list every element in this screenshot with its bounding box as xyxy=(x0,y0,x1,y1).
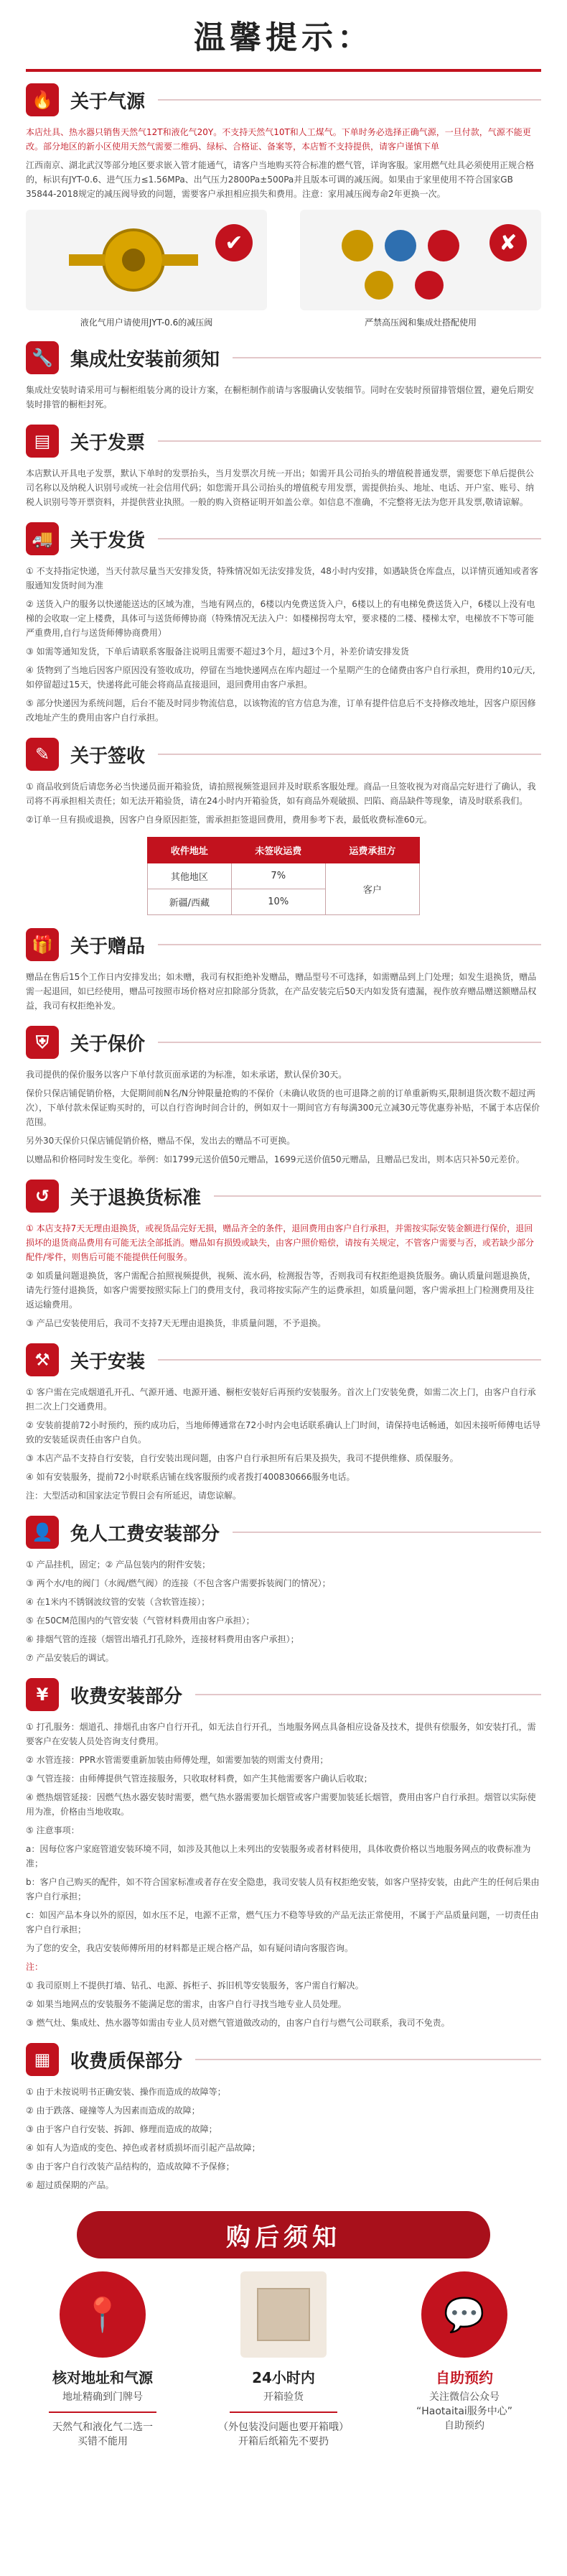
wechat-icon: 💬 xyxy=(421,2271,507,2358)
warranty-item: ③ 由于客户自行安装、拆卸、修理而造成的故障； xyxy=(26,2124,217,2134)
warranty-item: ④ 如有人为造成的变色、掉色或者材质损坏而引起产品故障； xyxy=(26,2143,261,2153)
tip-note: 自助预约 xyxy=(444,2420,484,2432)
section-rule xyxy=(158,538,541,539)
section-rule xyxy=(158,754,541,755)
correct-regulator-caption: 液化气用户请使用JYT-0.6的减压阀 xyxy=(80,318,213,328)
wrong-regulator-caption: 严禁高压阀和集成灶搭配使用 xyxy=(364,318,477,328)
paid-install-item: ③ 燃气灶、集成灶、热水器等如需由专业人员对燃气管道做改动的，由客户自行与燃气公司联系，我司不免责。 xyxy=(26,2018,450,2028)
tip-note: （外包装没问题也要开箱哦） 开箱后纸箱先不要扔 xyxy=(218,2422,349,2447)
tip-booking xyxy=(382,2271,547,2449)
page-title: 温馨提示： xyxy=(194,19,373,56)
tip-note: 天然气和液化气二选一 买错不能用 xyxy=(52,2422,153,2447)
paid-install-title: 收费安装部分 xyxy=(70,1685,183,1708)
section-rule xyxy=(158,1042,541,1043)
tip-inspect xyxy=(201,2271,366,2449)
paid-install-item: ② 水管连接：PPR水管需要重新加装由师傅处理，如需要加装的则需支付费用； xyxy=(26,1755,329,1765)
returns-item: ③ 产品已安装使用后，我司不支持7天无理由退换货，非质量问题，不予退换。 xyxy=(26,1318,327,1328)
shipping-section xyxy=(0,522,567,725)
signing-section-header xyxy=(26,738,541,771)
paid-install-note-label: 注： xyxy=(26,1962,44,1972)
install-section-header xyxy=(26,1343,541,1376)
coin-icon: ¥ xyxy=(26,1678,59,1711)
gas-section-header xyxy=(26,83,541,116)
install-note: 注：大型活动和国家法定节假日会有所延迟，请您谅解。 xyxy=(26,1491,242,1501)
regulator-images xyxy=(26,210,541,328)
free-install-title: 免人工费安装部分 xyxy=(70,1523,220,1545)
free-install-item: ① 产品挂机，固定；② 产品包装内的附件安装； xyxy=(26,1560,211,1570)
shipping-item: ③ 如需等通知发货，下单后请联系客服备注说明且需要不超过3个月，超过3个月，补差价请安排发货 xyxy=(26,647,409,657)
after-purchase-banner xyxy=(77,2211,490,2258)
box-icon xyxy=(257,2288,310,2341)
section-rule xyxy=(214,1195,541,1197)
wrench-icon: 🔧 xyxy=(26,341,59,374)
gift-section-header xyxy=(26,928,541,961)
warranty-item: ⑤ 由于客户自行改装产品结构的，造成故障不予保修； xyxy=(26,2162,235,2172)
wrong-regulator-image xyxy=(300,210,541,310)
shipping-item: ④ 货物到了当地后因客户原因没有签收成功，停留在当地快递网点在库内超过一个星期产生的仓储费由客户自行承担，费用约10元/天,如停留超过15天，快递将此可能会将商品直接退回，退回费用由客户承担。 xyxy=(26,665,535,690)
table-cell: 其他地区 xyxy=(148,863,232,889)
tools-icon: ⚒ xyxy=(26,1343,59,1376)
person-icon: 👤 xyxy=(26,1516,59,1549)
returns-title: 关于退换货标准 xyxy=(70,1187,202,1209)
returns-item: ② 如质量问题退换货，客户需配合拍照视频提供，视频、流水码，检测报告等，否则我司有权拒绝退换货服务。确认质量问题退换货，请先行签付退换货，如客户需要按照实际上门的费用支付，我司将按实际产生的运费承担，如质量问题，客户需承担上门检测费用及往返运输费用。 xyxy=(26,1271,536,1310)
price-paragraph: 以赠品和价格同时发生变化。举例：如1799元送价值50元赠品，1699元送价值50元赠品，且赠品已发出，则本店只补50元差价。 xyxy=(26,1154,525,1164)
tip-title: 24小时内 xyxy=(252,2369,315,2386)
shield-icon: ⛨ xyxy=(26,1026,59,1059)
truck-icon: 🚚 xyxy=(26,522,59,555)
location-pin-icon: 📍 xyxy=(60,2271,146,2358)
warranty-item: ① 由于未按说明书正确安装、操作而造成的故障等； xyxy=(26,2087,226,2097)
install-section xyxy=(0,1343,567,1503)
paid-warranty-title: 收费质保部分 xyxy=(70,2050,183,2072)
install-item: ② 安装前提前72小时预约，预约成功后，当地师傅通常在72小时内会电话联系确认上门时间，请保持电话畅通，如因未接听师傅电话导致的安装延误责任由客户自负。 xyxy=(26,1420,541,1445)
paid-install-item: ④ 燃热烟管延接：因燃气热水器安装时需要，燃气热水器需要加长烟管或客户需要加装延长烟管，费用由客户自行承担。烟管以实际使用为准，价格由当地收取。 xyxy=(26,1792,536,1817)
paid-install-header xyxy=(26,1678,541,1711)
signing-title: 关于签收 xyxy=(70,745,146,767)
section-rule xyxy=(233,357,541,358)
paid-install-item: ② 如果当地网点的安装服务不能满足您的需求，由客户自行寻找当地专业人员处理。 xyxy=(26,1999,347,2009)
returns-item: ① 本店支持7天无理由退换货，或视货品完好无损，赠品齐全的条件，退回费用由客户自行承担，并需按实际安装金额进行保价，退回损坏的退货商品费用有可能无法全部抵消。赠品如有损毁或缺失，由客户照价赔偿，请按有关规定，不管客户需要与否，或若缺少部分配件/零件，则售后可能不能提供任何服务。 xyxy=(26,1223,535,1262)
shipping-item: ② 送货入户的服务以快递能送达的区域为准，当地有网点的，6楼以内免费送货入户，6楼以上的有电梯免费送货入户，6楼以上没有电梯的会收取一定上楼费，具体可与送货师傅协商（特殊情况无法入户：如楼梯拐弯太窄，要求楼的二楼、楼梯太窄，电梯放不下等可能严重费用,自行与送货师傅协商费用） xyxy=(26,599,535,638)
price-paragraph: 保价只保店铺促销价格，大促期间前N名/N分钟限量抢购的不保价（未确认收货的也可退降之前的订单重新购买,限制退货次数不超过两次），下单付款未保证购买时的，可以自行咨询时间合计的，例如双十一期间官方有每满300元立减30元等优惠券补贴，不属于本店保价范围。 xyxy=(26,1088,540,1127)
signing-item: ②订单一旦有损或退换，因客户自身原因拒签，需承担拒签退回费用，费用参考下表，最低收费标准60元。 xyxy=(26,815,433,825)
gas-paragraph-1: 本店灶具、热水器只销售天然气12T和液化气20Y。不支持天然气10T和人工煤气。下单时务必选择正确气源，一旦付款，气源不能更改。部分地区的新小区使用天然气需要二维码、绿标、合格证、备案等，本店暂不支持提供，请客户谨慎下单 xyxy=(26,127,531,152)
paid-install-section xyxy=(0,1678,567,2030)
paid-install-item: c：如因产品本身以外的原因，如水压不足，电源不正常，燃气压力不稳等导致的产品无法正常使用，不属于产品质量问题，一切责任由客户自行承担； xyxy=(26,1910,539,1935)
price-title: 关于保价 xyxy=(70,1033,146,1055)
returns-section-header xyxy=(26,1180,541,1213)
cross-icon: ✘ xyxy=(489,224,527,261)
section-rule xyxy=(158,440,541,442)
price-paragraph: 另外30天保价只保店铺促销价格，赠品不保，发出去的赠品不可更换。 xyxy=(26,1136,296,1146)
free-install-item: ⑤ 在50CM范围内的气管安装（气管材料费用由客户承担）； xyxy=(26,1616,255,1626)
free-install-header xyxy=(26,1516,541,1549)
signing-section xyxy=(0,738,567,915)
paid-install-item: a：因每位客户家庭管道安装环境不同，如涉及其他以上未列出的安装服务或者材料使用，具体收费价格以当地服务网点的收费标准为准； xyxy=(26,1844,531,1868)
price-protection-section xyxy=(0,1026,567,1167)
header-divider xyxy=(26,69,541,72)
paid-install-item: ③ 气管连接：由师傅提供气管连接服务，只收取材料费，如产生其他需要客户确认后收取； xyxy=(26,1774,372,1784)
gas-title: 关于气源 xyxy=(70,91,146,113)
integrated-section xyxy=(0,341,567,412)
paid-warranty-section xyxy=(0,2043,567,2192)
warranty-item: ⑥ 超过质保期的产品。 xyxy=(26,2180,114,2190)
after-purchase-tips xyxy=(0,2271,567,2449)
table-cell: 客户 xyxy=(325,863,419,915)
warranty-item: ② 由于跌落、碰撞等人为因素而造成的故障； xyxy=(26,2105,200,2116)
paid-install-item: 为了您的安全，我店安装师傅所用的材料都是正规合格产品，如有疑问请向客服咨询。 xyxy=(26,1943,354,1953)
integrated-paragraph: 集成灶安装时请采用可与橱柜组装分离的设计方案，在橱柜制作前请与客服确认安装细节。同时在安装时预留排管烟位置，避免后期安装时排管的橱柜封死。 xyxy=(26,385,535,409)
shipping-item: ⑤ 部分快递因为系统问题，后台不能及时同步物流信息，以该物流的官方信息为准，订单有提件信息后不支持修改地址，因客户原因修改地址产生的费用由客户自行承担。 xyxy=(26,698,536,723)
free-install-section xyxy=(0,1516,567,1665)
paid-install-item: ① 打孔服务：烟道孔、排烟孔由客户自行开孔，如无法自行开孔，当地服务网点具备相应设备及技术，提供有偿服务，如安装打孔，需要客户在安装人员处咨询支付费用。 xyxy=(26,1722,536,1746)
shipping-section-header xyxy=(26,522,541,555)
gift-title: 关于赠品 xyxy=(70,935,146,958)
table-header: 收件地址 xyxy=(148,838,232,863)
table-header: 未签收运费 xyxy=(231,838,325,863)
free-install-item: ⑥ 排烟气管的连接（烟管出墙孔打孔除外，连接材料费用由客户承担）； xyxy=(26,1634,299,1644)
tip-subtitle: 关注微信公众号 “Haotaitai服务中心” xyxy=(416,2391,513,2417)
clipboard-icon: ▦ xyxy=(26,2043,59,2076)
invoice-section xyxy=(0,425,567,509)
gift-section xyxy=(0,928,567,1013)
wrong-regulator xyxy=(300,210,541,328)
free-install-item: ⑦ 产品安装后的调试。 xyxy=(26,1653,114,1663)
shipping-item: ① 不支持指定快递，当天付款尽量当天安排发货，特殊情况如无法安排发货，48小时内安排，如遇缺货仓库盘点，以详情页通知或者客服通知发货时间为准 xyxy=(26,566,538,590)
tip-title: 核对地址和气源 xyxy=(52,2369,153,2386)
invoice-paragraph: 本店默认开具电子发票，默认下单时的发票抬头，当月发票次月统一开出；如需开具公司抬头的增值税普通发票，需要您下单后提供公司名称以及纳税人识别号或统一社会信用代码；如您需开具公司抬头的增值税专用发票，需提供抬头、地址、电话、开户室、账号、纳税人识别号等开票资料，并提供营业执照。一般的购入资格证明开如盖公章。如信息不准确，不完整将无法为您开具发票,敬请谅解。 xyxy=(26,468,535,507)
after-purchase-title: 购后须知 xyxy=(226,2223,341,2252)
table-cell: 10% xyxy=(231,889,325,915)
signing-item: ① 商品收到货后请您务必当快递员面开箱验货，请拍照视频签退回并及时联系客服处理。商品一旦签收视为对商品完好进行了确认，我司将不再承担相关责任；如无法开箱验货，请在24小时内开箱验货，如有商品外观破损、凹陷、商品缺件等现象，请及时联系我们。 xyxy=(26,782,536,806)
tip-divider xyxy=(230,2411,337,2413)
tip-divider xyxy=(49,2411,156,2413)
tip-subtitle: 地址精确到门牌号 xyxy=(62,2391,143,2403)
section-rule xyxy=(195,2059,541,2060)
invoice-icon: ▤ xyxy=(26,425,59,458)
price-section-header xyxy=(26,1026,541,1059)
paid-install-item: ⑤ 注意事项： xyxy=(26,1825,80,1835)
gas-icon: 🔥 xyxy=(26,83,59,116)
integrated-title: 集成灶安装前须知 xyxy=(70,348,220,371)
section-rule xyxy=(158,944,541,945)
correct-regulator-image xyxy=(26,210,267,310)
gift-paragraph: 赠品在售后15个工作日内安排发出；如未赠，我司有权拒绝补发赠品，赠品型号不可选择，如需赠品到上门处理；如发生退换货，赠品需一起退回，如已经使用，赠品可按照市场价格对应扣除部分货款，在产品安装完后50天内如发货有遗漏，视作放弃赠品赠送额赠品权益，我司有权拒绝补发。 xyxy=(26,972,537,1011)
gas-paragraph-2: 江西南京、湖北武汉等部分地区要求嵌入管才能通气，请客户当地购买符合标准的燃气管，详询客服。家用燃气灶具必须使用正规合格的，标识有JYT-0.6、进气压力≤1.56MPa、出气压力2800Pa±500Pa并且版本可调的减压阀。如果由于家里使用不符合国家GB 35844-2018规定的减压阀导致的问题，需要客户承担相应损失和费用。注意：家用减压阀寿命2年更换一次。 xyxy=(26,160,535,199)
table-header: 运费承担方 xyxy=(325,838,419,863)
shipping-title: 关于发货 xyxy=(70,529,146,552)
install-item: ③ 本店产品不支持自行安装，自行安装出现问题，由客户自行承担所有后果及损失，我司不提供维修、质保服务。 xyxy=(26,1453,459,1463)
install-item: ① 客户需在完成烟道孔开孔、气源开通、电源开通、橱柜安装好后再预约安装服务。首次上门安装免费，如需二次上门，由客户自行承担二次上门交通费用。 xyxy=(26,1387,536,1412)
check-icon: ✔ xyxy=(215,224,253,261)
section-rule xyxy=(233,1532,541,1533)
table-row xyxy=(148,863,420,889)
paid-install-item: b：客户自己购买的配件，如不符合国家标准或者存在安全隐患，我司安装人员有权拒绝安装，如客户坚持安装，由此产生的任何后果由客户自行承担； xyxy=(26,1877,540,1901)
correct-regulator xyxy=(26,210,267,328)
table-cell: 新疆/西藏 xyxy=(148,889,232,915)
gas-section xyxy=(0,83,567,328)
return-fee-table xyxy=(147,837,420,915)
install-title: 关于安装 xyxy=(70,1350,146,1373)
section-rule xyxy=(158,99,541,101)
invoice-title: 关于发票 xyxy=(70,432,146,454)
table-header-row xyxy=(148,838,420,863)
free-install-item: ③ 两个水/电的阀门（水阀/燃气阀）的连接（不包含客户需要拆装阀门的情况）； xyxy=(26,1578,331,1588)
parcel-image xyxy=(240,2271,327,2358)
price-paragraph: 我司提供的保价服务以客户下单付款页面承诺的为标准，如未承诺，默认保价30天。 xyxy=(26,1070,347,1080)
section-rule xyxy=(158,1359,541,1361)
section-rule xyxy=(195,1694,541,1695)
integrated-section-header xyxy=(26,341,541,374)
pen-icon: ✎ xyxy=(26,738,59,771)
return-icon: ↺ xyxy=(26,1180,59,1213)
install-item: ④ 如有安装服务，提前72小时联系店铺在线客服预约或者拨打400830666服务电话。 xyxy=(26,1472,355,1482)
page-header xyxy=(0,0,567,69)
gift-icon: 🎁 xyxy=(26,928,59,961)
invoice-section-header xyxy=(26,425,541,458)
returns-section xyxy=(0,1180,567,1330)
paid-warranty-header xyxy=(26,2043,541,2076)
tip-title: 自助预约 xyxy=(436,2369,493,2386)
tip-address xyxy=(20,2271,185,2449)
tip-subtitle: 开箱验货 xyxy=(263,2391,304,2403)
paid-install-item: ① 我司原则上不提供打墙、钻孔、电源、拆柜子、拆旧机等安装服务，客户需自行解决。 xyxy=(26,1980,364,1991)
free-install-item: ④ 在1米内不锈钢波纹管的安装（含软管连接）； xyxy=(26,1597,210,1607)
table-cell: 7% xyxy=(231,863,325,889)
